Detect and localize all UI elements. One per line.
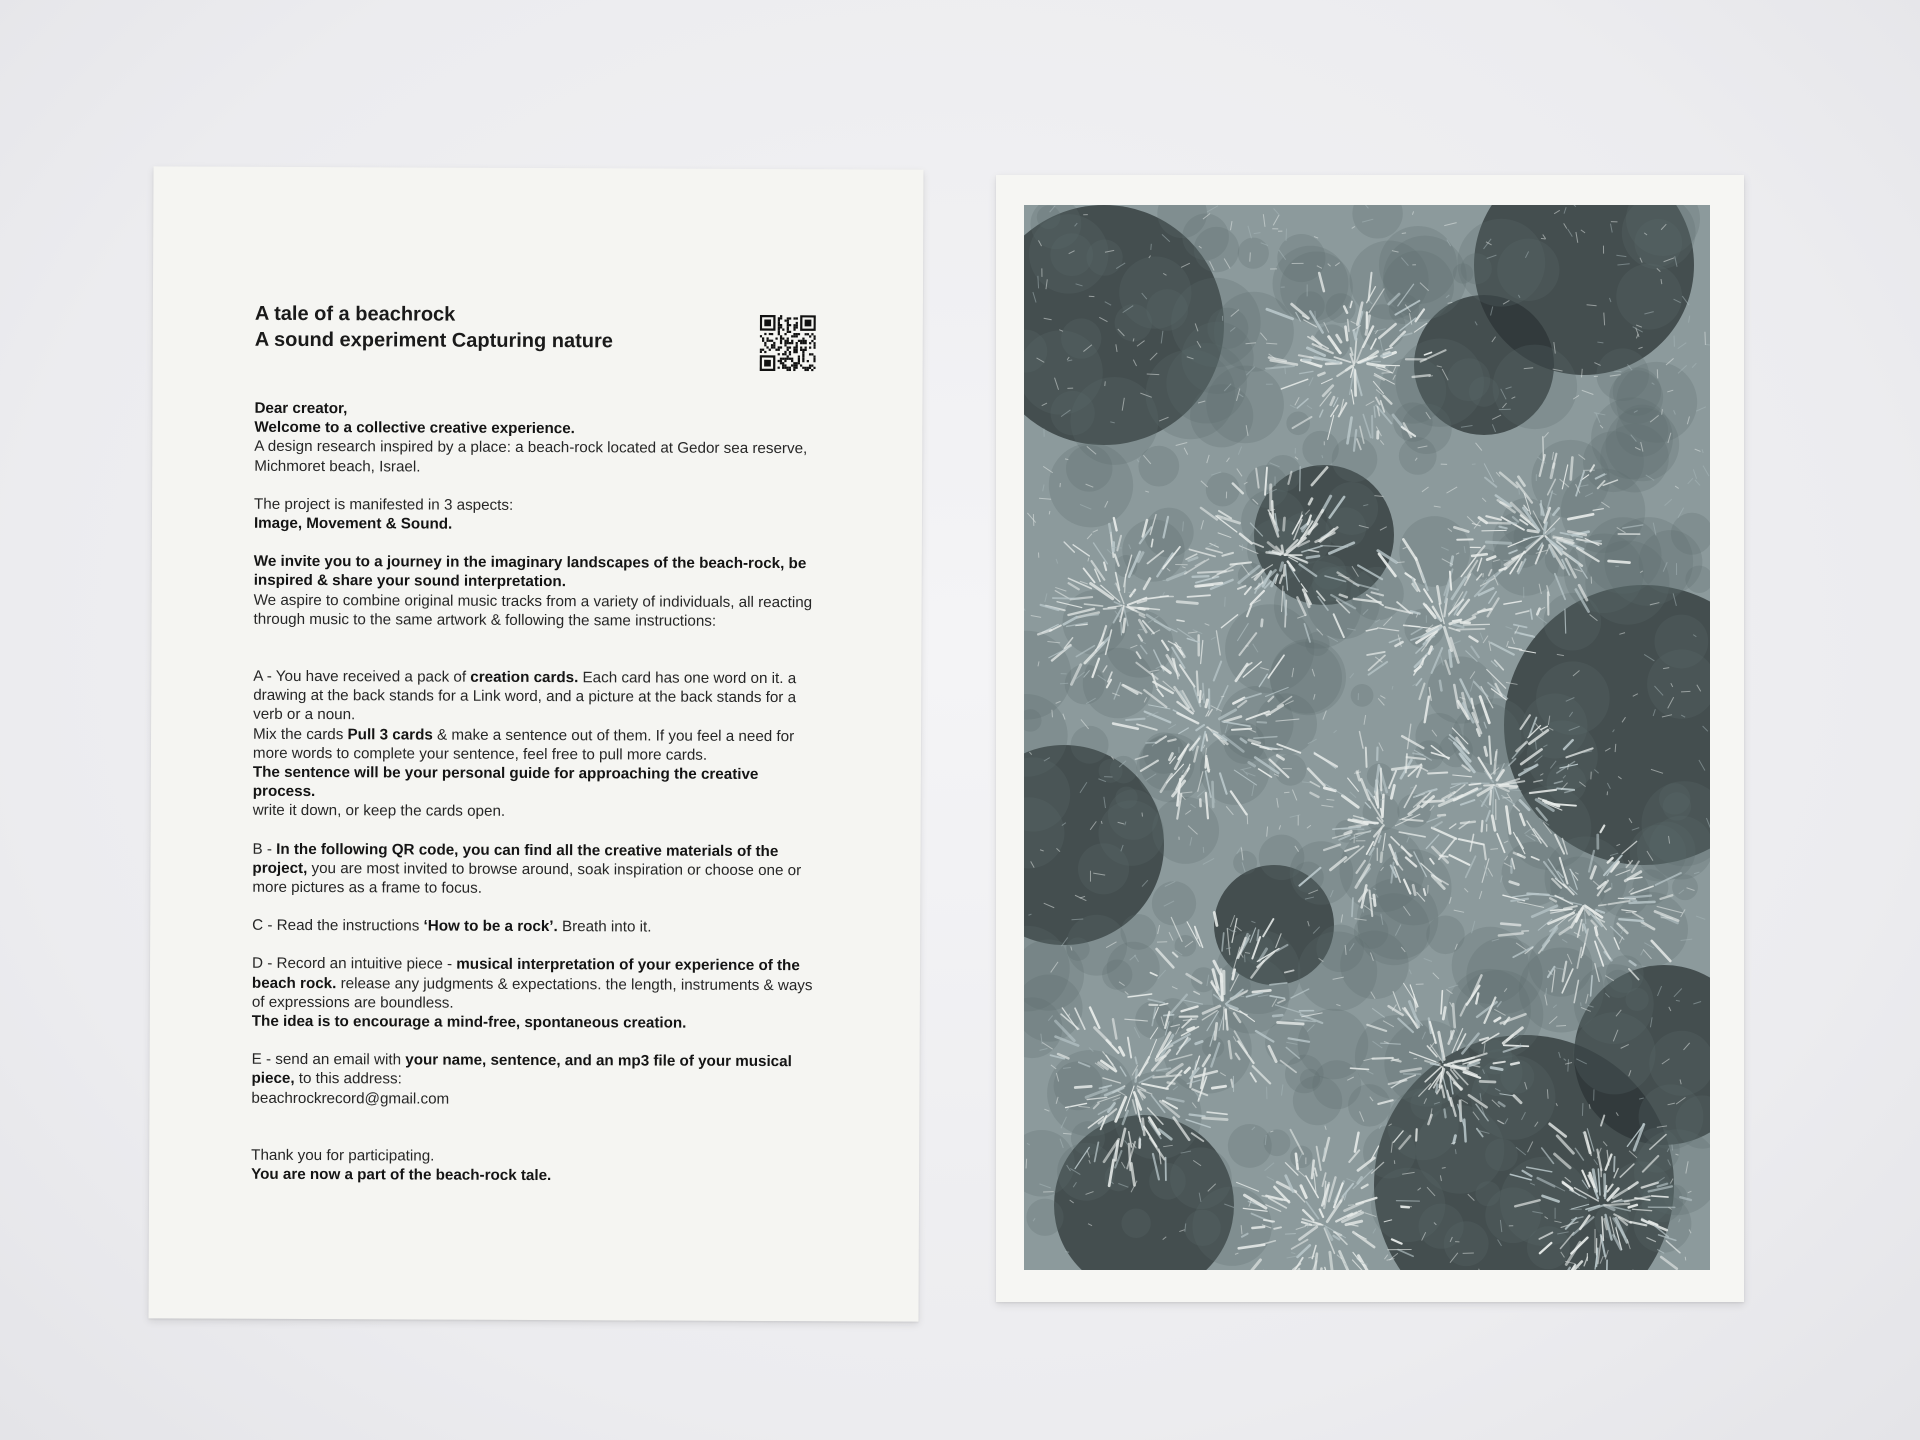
- aspects-list: Image, Movement & Sound.: [253, 514, 453, 533]
- welcome-line: Welcome to a collective creative experience.: [254, 418, 575, 438]
- closing-paragraph: [251, 1146, 821, 1187]
- step-a-prefix: A - You have received a pack of: [253, 667, 471, 686]
- step-a-guide: The sentence will be your personal guide for approaching the creative process.: [252, 763, 759, 801]
- greeting-paragraph: [254, 399, 824, 478]
- step-a-rest: Each card has one word on it. a drawing at the back stands for a Link word, and a picture at the back stands for a verb or a noun.: [253, 669, 797, 724]
- step-a-mix-prefix: Mix the cards: [253, 725, 348, 743]
- step-d-prefix: D - Record an intuitive piece -: [252, 955, 457, 974]
- qr-code-icon[interactable]: [760, 315, 816, 371]
- step-e-bold: your name, sentence, and an mp3 file of your musical piece,: [251, 1051, 792, 1088]
- invite-text: We invite you to a journey in the imaginary landscapes of the beach-rock, be inspired & share your sound interpretation.: [253, 552, 807, 591]
- step-d: [252, 954, 822, 1033]
- greeting: Dear creator,: [254, 399, 348, 418]
- photo-card: [996, 175, 1744, 1302]
- aspects-paragraph: [254, 495, 824, 536]
- step-c-rest: Breath into it.: [557, 918, 652, 936]
- step-e: [251, 1050, 821, 1110]
- beachrock-texture-image: [1024, 205, 1710, 1270]
- step-a-bold: creation cards.: [470, 668, 579, 687]
- step-b: [252, 839, 822, 899]
- step-a-mix-bold: Pull 3 cards: [347, 725, 433, 744]
- email-address[interactable]: beachrockrecord@gmail.com: [251, 1089, 450, 1108]
- intro-text: A design research inspired by a place: a beach-rock located at Gedor sea reserve, Michmoret beach, Israel.: [254, 438, 808, 476]
- step-c-bold: ‘How to be a rock’.: [423, 917, 558, 936]
- step-d-bold: musical interpretation of your experience of the beach rock.: [251, 956, 800, 992]
- step-b-bold: In the following QR code, you can find all the creative materials of the project,: [252, 840, 779, 877]
- step-c-prefix: C - Read the instructions: [252, 917, 424, 935]
- step-a-guide-rest: write it down, or keep the cards open.: [252, 802, 506, 821]
- step-b-rest: you are most invited to browse around, soak inspiration or choose one or more pictures as a frame to focus.: [252, 859, 802, 897]
- invite-paragraph: [253, 552, 823, 631]
- step-a-mix-rest: & make a sentence out of them. If you feel a need for more words to complete your sentence, feel free to pull more cards.: [252, 726, 795, 764]
- step-a: [253, 667, 824, 823]
- thanks-text: Thank you for participating.: [251, 1146, 435, 1165]
- aspects-intro: The project is manifested in 3 aspects:: [254, 495, 514, 514]
- step-c: [252, 916, 822, 938]
- closing-text: You are now a part of the beach-rock tale.: [251, 1165, 552, 1185]
- card-subtitle: A sound experiment Capturing nature: [254, 328, 613, 353]
- step-e-prefix: E - send an email with: [251, 1051, 406, 1069]
- step-d-rest: release any judgments & expectations. the length, instruments & ways of expressions are boundless.: [251, 974, 813, 1012]
- beachrock-photo: [1024, 205, 1710, 1270]
- step-d-idea: The idea is to encourage a mind-free, spontaneous creation.: [251, 1012, 687, 1032]
- aspire-text: We aspire to combine original music tracks from a variety of individuals, all reacting through music to the same artwork & following the same instructions:: [253, 591, 813, 630]
- card-title: A tale of a beachrock: [254, 302, 456, 326]
- instruction-card: [148, 166, 923, 1321]
- card-title-block: [255, 301, 613, 355]
- step-b-prefix: B -: [252, 840, 277, 858]
- card-body: [251, 399, 825, 1206]
- step-e-rest: to this address:: [294, 1070, 402, 1088]
